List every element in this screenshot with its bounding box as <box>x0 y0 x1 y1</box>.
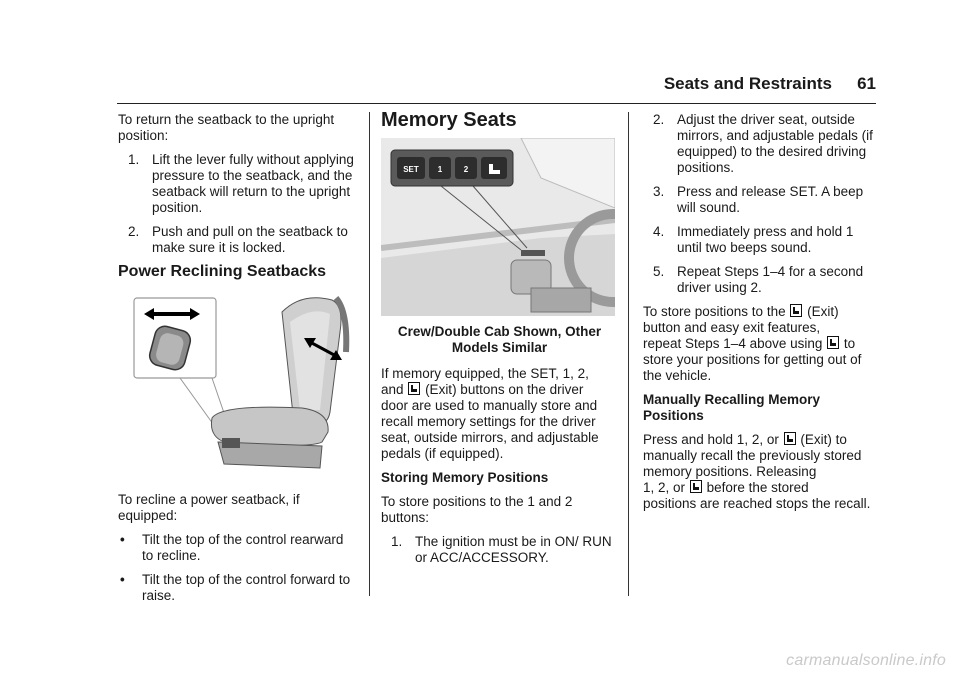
step-number: 1. <box>128 152 140 167</box>
recall-para <box>643 432 879 512</box>
figure-caption: Crew/Double Cab Shown, Other Models Similar <box>397 324 602 355</box>
memory-2-button <box>455 157 477 179</box>
step-number: 1. <box>391 534 403 549</box>
para-line: If memory equipped, the SET, 1, 2, <box>381 366 589 381</box>
bullet: • <box>120 532 125 547</box>
power-recline-illustration <box>122 292 354 478</box>
recline-intro: To recline a power seatback, if equipped: <box>118 492 300 523</box>
bullet: • <box>120 572 125 587</box>
subhead-recalling: Manually Recalling Memory Positions <box>643 392 821 423</box>
para-line: and <box>381 382 404 397</box>
list-item <box>643 184 879 216</box>
step-text: Adjust the driver seat, outside mirrors, and adjustable pedals (if equipped) to the desired driving positions. <box>677 112 873 175</box>
list-item <box>118 224 358 256</box>
header-title: Seats and Restraints <box>663 74 832 93</box>
column-3 <box>643 112 879 520</box>
exit-para <box>643 304 879 384</box>
para-line: positions are reached stops the recall. <box>643 496 871 511</box>
list-item <box>643 264 879 296</box>
column-divider <box>628 112 629 596</box>
memory-1-label: 1 <box>437 165 443 174</box>
seat-exit-icon <box>827 336 839 349</box>
car-seat-icon <box>211 298 346 468</box>
para-line: To store positions to the <box>643 304 786 319</box>
step-text: Lift the lever fully without applying pressure to the seatback, and the seatback will return to the upright position. <box>152 152 354 215</box>
step-text: The ignition must be in ON/ RUN or ACC/ACCESSORY. <box>415 534 612 565</box>
para-line: button and easy exit features, <box>643 320 821 335</box>
memory-2-label: 2 <box>463 165 469 174</box>
step-text: Push and pull on the seatback to make sure it is locked. <box>152 224 348 255</box>
set-button-label: SET <box>403 165 419 174</box>
memory-seat-buttons-illustration <box>381 138 615 316</box>
seat-exit-icon <box>408 382 420 395</box>
bullet-text: Tilt the top of the control forward to raise. <box>142 572 351 603</box>
para-line: manually recall the previously stored memory positions. Releasing <box>643 448 862 479</box>
seat-exit-icon <box>784 432 796 445</box>
para-line: (Exit) to <box>800 432 847 447</box>
store-intro: To store positions to the 1 and 2 buttons: <box>381 494 573 525</box>
para-line: repeat Steps 1–4 above using <box>643 336 823 351</box>
section-title-memory-seats: Memory Seats <box>381 109 517 131</box>
para-line: door are used to manually store and recall memory settings for the driver seat, outside mirrors, and adjustable pedals (if equipped). <box>381 398 599 461</box>
step-number: 2. <box>128 224 140 239</box>
list-item <box>118 152 358 216</box>
list-item <box>643 224 879 256</box>
list-item <box>381 534 618 566</box>
para-line: Press and hold 1, 2, or <box>643 432 779 447</box>
para-line: 1, 2, or <box>643 480 686 495</box>
watermark: carmanualsonline.info <box>786 652 946 669</box>
list-item <box>643 112 879 176</box>
section-title-power-reclining: Power Reclining Seatbacks <box>118 263 327 280</box>
column-1 <box>118 112 358 612</box>
list-item <box>118 532 358 564</box>
step-text: Immediately press and hold 1 until two beeps sound. <box>677 224 854 255</box>
subhead-storing: Storing Memory Positions <box>381 470 549 485</box>
para-line: store your positions for getting out of the vehicle. <box>643 352 862 383</box>
upright-intro: To return the seatback to the upright position: <box>118 112 335 143</box>
para-line: before the stored <box>706 480 809 495</box>
bullet-text: Tilt the top of the control rearward to recline. <box>142 532 344 563</box>
para-line: (Exit) buttons on the driver <box>425 382 584 397</box>
column-divider <box>369 112 370 596</box>
memory-para <box>381 366 618 462</box>
step-text: Press and release SET. A beep will sound. <box>677 184 864 215</box>
step-number: 3. <box>653 184 665 199</box>
header-rule <box>117 103 876 104</box>
list-item <box>118 572 358 604</box>
page-header <box>600 74 876 94</box>
step-text: Repeat Steps 1–4 for a second driver using 2. <box>677 264 864 295</box>
memory-1-button <box>429 157 451 179</box>
para-line: (Exit) <box>807 304 839 319</box>
seat-exit-icon <box>690 480 702 493</box>
exit-button <box>481 157 507 179</box>
column-2 <box>381 109 618 574</box>
step-number: 2. <box>653 112 665 127</box>
step-number: 4. <box>653 224 665 239</box>
step-number: 5. <box>653 264 665 279</box>
seat-exit-icon <box>790 304 802 317</box>
para-line: to <box>843 336 856 351</box>
page-number: 61 <box>857 74 876 93</box>
set-button <box>397 157 425 179</box>
